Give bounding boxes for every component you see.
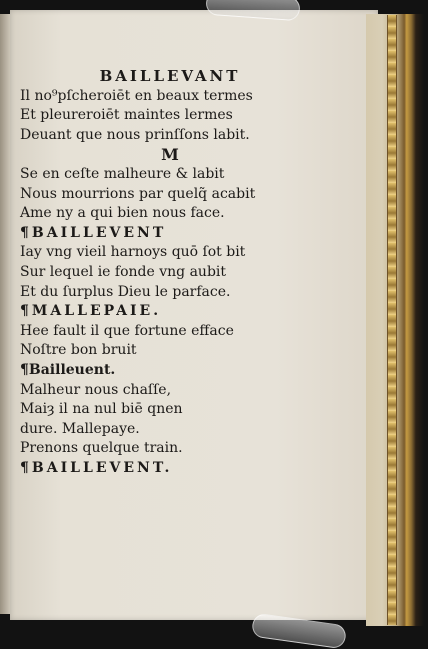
gilded-edge bbox=[387, 15, 397, 625]
verse-line: Il no⁹pſcheroiēt en beaux termes bbox=[20, 87, 253, 104]
speaker-heading: BAILLEVANT bbox=[99, 67, 241, 85]
verse-line: Et du ſurplus Dieu le parface. bbox=[20, 283, 231, 300]
verse-line: Maiȝ il na nul biē qnen bbox=[20, 401, 183, 418]
speaker-heading: ¶Bailleuent. bbox=[20, 361, 116, 378]
show-through-line bbox=[268, 495, 378, 516]
verse-line: Noſtre bon bruit bbox=[20, 342, 137, 359]
verse-line: Prenons quelque train. bbox=[20, 440, 183, 457]
book-page bbox=[10, 10, 378, 620]
verse-line: Ame ny a qui bien nous face. bbox=[20, 205, 225, 222]
verse-line: Nous mourrions par quelq̃ acabit bbox=[20, 185, 256, 202]
speaker-marker: M bbox=[161, 145, 179, 165]
verse-line: Malheur nous chaſſe, bbox=[20, 381, 172, 398]
verse-line: Deuant que nous prinſſons labit. bbox=[20, 126, 250, 143]
poem-text bbox=[20, 67, 320, 478]
verse-line: Sur lequel ie fonde vng aubit bbox=[20, 263, 227, 280]
verse-line: Iay vng vieil harnoys quō ſot bit bbox=[20, 244, 246, 261]
verse-line: Se en ceſte malheure & labit bbox=[20, 165, 225, 182]
speaker-heading: ¶MALLEPAIE. bbox=[20, 303, 162, 320]
verse-line: Hee fault il que fortune efface bbox=[20, 322, 234, 339]
speaker-heading: ¶BAILLEVENT. bbox=[20, 459, 173, 476]
speaker-heading: ¶BAILLEVENT bbox=[20, 224, 167, 241]
verse-line: dure. Mallepaye. bbox=[20, 420, 140, 437]
verse-line: Et pleureroiēt maintes lermes bbox=[20, 107, 233, 124]
